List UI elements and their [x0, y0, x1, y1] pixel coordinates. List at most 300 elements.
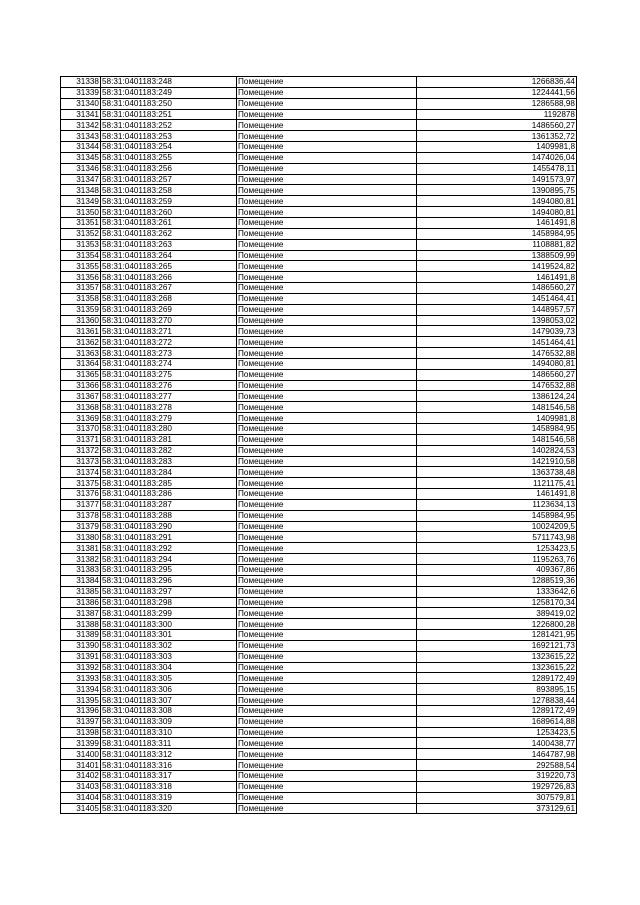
row-number-cell: 31363	[61, 348, 101, 359]
cadastral-value-cell: 1476532,88	[417, 380, 577, 391]
cadastral-value-cell: 1289172,49	[417, 673, 577, 684]
cadastral-value-cell: 1409981,8	[417, 142, 577, 153]
object-type-cell: Помещение	[237, 662, 417, 673]
object-type-cell: Помещение	[237, 228, 417, 239]
cadastral-number-cell: 58:31:0401183:310	[101, 727, 237, 738]
table-row	[61, 771, 577, 782]
cadastral-value-cell: 1421910,58	[417, 456, 577, 467]
row-number-cell: 31401	[61, 760, 101, 771]
cadastral-number-cell: 58:31:0401183:264	[101, 250, 237, 261]
table-row	[61, 152, 577, 163]
cadastral-number-cell: 58:31:0401183:259	[101, 196, 237, 207]
cadastral-number-cell: 58:31:0401183:296	[101, 575, 237, 586]
cadastral-number-cell: 58:31:0401183:279	[101, 413, 237, 424]
table-row	[61, 640, 577, 651]
table-row	[61, 413, 577, 424]
cadastral-number-cell: 58:31:0401183:260	[101, 207, 237, 218]
object-type-cell: Помещение	[237, 586, 417, 597]
table-row	[61, 543, 577, 554]
row-number-cell: 31341	[61, 109, 101, 120]
cadastral-number-cell: 58:31:0401183:267	[101, 283, 237, 294]
cadastral-number-cell: 58:31:0401183:320	[101, 803, 237, 814]
table-row	[61, 727, 577, 738]
object-type-cell: Помещение	[237, 640, 417, 651]
table-row	[61, 478, 577, 489]
cadastral-value-cell: 1195263,76	[417, 554, 577, 565]
cadastral-value-cell: 1333642,6	[417, 586, 577, 597]
object-type-cell: Помещение	[237, 630, 417, 641]
table-row	[61, 564, 577, 575]
table-row	[61, 174, 577, 185]
object-type-cell: Помещение	[237, 87, 417, 98]
cadastral-value-cell: 1486560,27	[417, 120, 577, 131]
object-type-cell: Помещение	[237, 304, 417, 315]
row-number-cell: 31360	[61, 315, 101, 326]
cadastral-value-cell: 1455478,11	[417, 163, 577, 174]
cadastral-value-cell: 1258170,34	[417, 597, 577, 608]
table-row	[61, 283, 577, 294]
object-type-cell: Помещение	[237, 781, 417, 792]
cadastral-value-cell: 1226800,28	[417, 619, 577, 630]
row-number-cell: 31362	[61, 337, 101, 348]
cadastral-value-cell: 1929726,83	[417, 781, 577, 792]
object-type-cell: Помещение	[237, 369, 417, 380]
object-type-cell: Помещение	[237, 695, 417, 706]
cadastral-value-cell: 1692121,73	[417, 640, 577, 651]
cadastral-value-cell: 1286588,98	[417, 98, 577, 109]
cadastral-number-cell: 58:31:0401183:302	[101, 640, 237, 651]
object-type-cell: Помещение	[237, 207, 417, 218]
object-type-cell: Помещение	[237, 413, 417, 424]
row-number-cell: 31354	[61, 250, 101, 261]
cadastral-number-cell: 58:31:0401183:269	[101, 304, 237, 315]
cadastral-value-cell: 1486560,27	[417, 369, 577, 380]
cadastral-number-cell: 58:31:0401183:263	[101, 239, 237, 250]
table-row	[61, 358, 577, 369]
cadastral-number-cell: 58:31:0401183:316	[101, 760, 237, 771]
cadastral-number-cell: 58:31:0401183:301	[101, 630, 237, 641]
row-number-cell: 31357	[61, 283, 101, 294]
object-type-cell: Помещение	[237, 575, 417, 586]
cadastral-value-cell: 1458984,95	[417, 228, 577, 239]
cadastral-number-cell: 58:31:0401183:253	[101, 131, 237, 142]
cadastral-value-cell: 1476532,88	[417, 348, 577, 359]
table-row	[61, 337, 577, 348]
cadastral-value-cell: 1458984,95	[417, 510, 577, 521]
row-number-cell: 31382	[61, 554, 101, 565]
cadastral-value-cell: 1451464,41	[417, 337, 577, 348]
table-row	[61, 467, 577, 478]
row-number-cell: 31368	[61, 402, 101, 413]
cadastral-number-cell: 58:31:0401183:272	[101, 337, 237, 348]
row-number-cell: 31403	[61, 781, 101, 792]
object-type-cell: Помещение	[237, 261, 417, 272]
row-number-cell: 31367	[61, 391, 101, 402]
row-number-cell: 31384	[61, 575, 101, 586]
row-number-cell: 31376	[61, 489, 101, 500]
table-row	[61, 586, 577, 597]
object-type-cell: Помещение	[237, 705, 417, 716]
object-type-cell: Помещение	[237, 77, 417, 88]
object-type-cell: Помещение	[237, 456, 417, 467]
table-row	[61, 695, 577, 706]
object-type-cell: Помещение	[237, 673, 417, 684]
table-row	[61, 499, 577, 510]
cadastral-value-cell: 389419,02	[417, 608, 577, 619]
row-number-cell: 31361	[61, 326, 101, 337]
cadastral-value-cell: 1289172,49	[417, 705, 577, 716]
row-number-cell: 31404	[61, 792, 101, 803]
object-type-cell: Помещение	[237, 716, 417, 727]
object-type-cell: Помещение	[237, 803, 417, 814]
table-row	[61, 109, 577, 120]
table-row	[61, 326, 577, 337]
property-table	[60, 76, 577, 814]
object-type-cell: Помещение	[237, 651, 417, 662]
cadastral-value-cell: 1461491,8	[417, 489, 577, 500]
cadastral-number-cell: 58:31:0401183:255	[101, 152, 237, 163]
cadastral-number-cell: 58:31:0401183:258	[101, 185, 237, 196]
cadastral-number-cell: 58:31:0401183:252	[101, 120, 237, 131]
cadastral-number-cell: 58:31:0401183:319	[101, 792, 237, 803]
row-number-cell: 31372	[61, 445, 101, 456]
object-type-cell: Помещение	[237, 98, 417, 109]
cadastral-value-cell: 1123634,13	[417, 499, 577, 510]
row-number-cell: 31380	[61, 532, 101, 543]
cadastral-number-cell: 58:31:0401183:291	[101, 532, 237, 543]
object-type-cell: Помещение	[237, 196, 417, 207]
row-number-cell: 31342	[61, 120, 101, 131]
object-type-cell: Помещение	[237, 250, 417, 261]
object-type-cell: Помещение	[237, 619, 417, 630]
row-number-cell: 31369	[61, 413, 101, 424]
cadastral-number-cell: 58:31:0401183:254	[101, 142, 237, 153]
table-row	[61, 803, 577, 814]
table-row	[61, 651, 577, 662]
cadastral-number-cell: 58:31:0401183:297	[101, 586, 237, 597]
row-number-cell: 31358	[61, 293, 101, 304]
cadastral-value-cell: 1494080,81	[417, 196, 577, 207]
object-type-cell: Помещение	[237, 293, 417, 304]
row-number-cell: 31398	[61, 727, 101, 738]
object-type-cell: Помещение	[237, 510, 417, 521]
object-type-cell: Помещение	[237, 564, 417, 575]
cadastral-value-cell: 5711743,98	[417, 532, 577, 543]
object-type-cell: Помещение	[237, 337, 417, 348]
cadastral-value-cell: 1409981,8	[417, 413, 577, 424]
row-number-cell: 31385	[61, 586, 101, 597]
cadastral-value-cell: 1479039,73	[417, 326, 577, 337]
row-number-cell: 31390	[61, 640, 101, 651]
table-row	[61, 630, 577, 641]
table-row	[61, 120, 577, 131]
cadastral-value-cell: 1121175,41	[417, 478, 577, 489]
object-type-cell: Помещение	[237, 554, 417, 565]
table-row	[61, 608, 577, 619]
row-number-cell: 31396	[61, 705, 101, 716]
table-row	[61, 402, 577, 413]
table-row	[61, 185, 577, 196]
cadastral-value-cell: 1266836,44	[417, 77, 577, 88]
row-number-cell: 31352	[61, 228, 101, 239]
object-type-cell: Помещение	[237, 358, 417, 369]
object-type-cell: Помещение	[237, 283, 417, 294]
object-type-cell: Помещение	[237, 467, 417, 478]
row-number-cell: 31375	[61, 478, 101, 489]
row-number-cell: 31345	[61, 152, 101, 163]
row-number-cell: 31349	[61, 196, 101, 207]
cadastral-number-cell: 58:31:0401183:268	[101, 293, 237, 304]
row-number-cell: 31343	[61, 131, 101, 142]
table-row	[61, 228, 577, 239]
cadastral-number-cell: 58:31:0401183:250	[101, 98, 237, 109]
cadastral-value-cell: 1363738,48	[417, 467, 577, 478]
table-row	[61, 619, 577, 630]
row-number-cell: 31386	[61, 597, 101, 608]
row-number-cell: 31395	[61, 695, 101, 706]
cadastral-number-cell: 58:31:0401183:282	[101, 445, 237, 456]
row-number-cell: 31391	[61, 651, 101, 662]
row-number-cell: 31359	[61, 304, 101, 315]
row-number-cell: 31356	[61, 272, 101, 283]
table-row	[61, 781, 577, 792]
row-number-cell: 31351	[61, 217, 101, 228]
object-type-cell: Помещение	[237, 185, 417, 196]
table-row	[61, 575, 577, 586]
cadastral-value-cell: 1398053,02	[417, 315, 577, 326]
table-row	[61, 391, 577, 402]
object-type-cell: Помещение	[237, 489, 417, 500]
object-type-cell: Помещение	[237, 749, 417, 760]
table-row	[61, 597, 577, 608]
cadastral-value-cell: 1481546,58	[417, 402, 577, 413]
table-row	[61, 738, 577, 749]
object-type-cell: Помещение	[237, 391, 417, 402]
object-type-cell: Помещение	[237, 608, 417, 619]
cadastral-value-cell: 1494080,81	[417, 207, 577, 218]
table-row	[61, 532, 577, 543]
row-number-cell: 31400	[61, 749, 101, 760]
table-row	[61, 315, 577, 326]
cadastral-number-cell: 58:31:0401183:294	[101, 554, 237, 565]
cadastral-number-cell: 58:31:0401183:288	[101, 510, 237, 521]
cadastral-number-cell: 58:31:0401183:278	[101, 402, 237, 413]
table-row	[61, 239, 577, 250]
table-row	[61, 662, 577, 673]
cadastral-number-cell: 58:31:0401183:305	[101, 673, 237, 684]
row-number-cell: 31370	[61, 424, 101, 435]
table-row	[61, 272, 577, 283]
object-type-cell: Помещение	[237, 597, 417, 608]
row-number-cell: 31344	[61, 142, 101, 153]
cadastral-value-cell: 1253423,5	[417, 543, 577, 554]
table-row	[61, 196, 577, 207]
object-type-cell: Помещение	[237, 738, 417, 749]
row-number-cell: 31366	[61, 380, 101, 391]
cadastral-number-cell: 58:31:0401183:256	[101, 163, 237, 174]
table-body	[61, 77, 577, 814]
table-row	[61, 98, 577, 109]
table-row	[61, 131, 577, 142]
cadastral-value-cell: 1461491,8	[417, 272, 577, 283]
row-number-cell: 31393	[61, 673, 101, 684]
cadastral-number-cell: 58:31:0401183:285	[101, 478, 237, 489]
object-type-cell: Помещение	[237, 445, 417, 456]
cadastral-number-cell: 58:31:0401183:257	[101, 174, 237, 185]
cadastral-number-cell: 58:31:0401183:273	[101, 348, 237, 359]
row-number-cell: 31373	[61, 456, 101, 467]
row-number-cell: 31402	[61, 771, 101, 782]
cadastral-value-cell: 1419524,82	[417, 261, 577, 272]
cadastral-number-cell: 58:31:0401183:265	[101, 261, 237, 272]
cadastral-value-cell: 1288519,36	[417, 575, 577, 586]
cadastral-number-cell: 58:31:0401183:290	[101, 521, 237, 532]
cadastral-number-cell: 58:31:0401183:270	[101, 315, 237, 326]
table-row	[61, 142, 577, 153]
row-number-cell: 31378	[61, 510, 101, 521]
cadastral-number-cell: 58:31:0401183:276	[101, 380, 237, 391]
table-row	[61, 369, 577, 380]
cadastral-value-cell: 307579,81	[417, 792, 577, 803]
cadastral-number-cell: 58:31:0401183:249	[101, 87, 237, 98]
cadastral-value-cell: 1388509,99	[417, 250, 577, 261]
table-row	[61, 749, 577, 760]
cadastral-value-cell: 1192878	[417, 109, 577, 120]
row-number-cell: 31340	[61, 98, 101, 109]
row-number-cell: 31350	[61, 207, 101, 218]
row-number-cell: 31381	[61, 543, 101, 554]
object-type-cell: Помещение	[237, 684, 417, 695]
cadastral-value-cell: 1108881,82	[417, 239, 577, 250]
object-type-cell: Помещение	[237, 532, 417, 543]
object-type-cell: Помещение	[237, 727, 417, 738]
row-number-cell: 31348	[61, 185, 101, 196]
object-type-cell: Помещение	[237, 521, 417, 532]
cadastral-value-cell: 1491573,97	[417, 174, 577, 185]
cadastral-value-cell: 1689614,88	[417, 716, 577, 727]
table-row	[61, 684, 577, 695]
cadastral-number-cell: 58:31:0401183:286	[101, 489, 237, 500]
cadastral-number-cell: 58:31:0401183:312	[101, 749, 237, 760]
cadastral-value-cell: 1461491,8	[417, 217, 577, 228]
cadastral-value-cell: 10024209,5	[417, 521, 577, 532]
cadastral-value-cell: 1323615,22	[417, 662, 577, 673]
cadastral-value-cell: 1448957,57	[417, 304, 577, 315]
cadastral-value-cell: 373129,61	[417, 803, 577, 814]
table-row	[61, 293, 577, 304]
table-row	[61, 445, 577, 456]
object-type-cell: Помещение	[237, 326, 417, 337]
cadastral-number-cell: 58:31:0401183:300	[101, 619, 237, 630]
cadastral-number-cell: 58:31:0401183:261	[101, 217, 237, 228]
object-type-cell: Помещение	[237, 272, 417, 283]
cadastral-number-cell: 58:31:0401183:280	[101, 424, 237, 435]
cadastral-value-cell: 1464787,98	[417, 749, 577, 760]
cadastral-value-cell: 1278838,44	[417, 695, 577, 706]
object-type-cell: Помещение	[237, 499, 417, 510]
object-type-cell: Помещение	[237, 174, 417, 185]
row-number-cell: 31347	[61, 174, 101, 185]
cadastral-number-cell: 58:31:0401183:308	[101, 705, 237, 716]
cadastral-value-cell: 893895,15	[417, 684, 577, 695]
row-number-cell: 31399	[61, 738, 101, 749]
cadastral-value-cell: 1402824,53	[417, 445, 577, 456]
row-number-cell: 31387	[61, 608, 101, 619]
cadastral-number-cell: 58:31:0401183:311	[101, 738, 237, 749]
table-row	[61, 705, 577, 716]
table-row	[61, 424, 577, 435]
object-type-cell: Помещение	[237, 163, 417, 174]
table-row	[61, 434, 577, 445]
table-row	[61, 521, 577, 532]
object-type-cell: Помещение	[237, 402, 417, 413]
object-type-cell: Помещение	[237, 239, 417, 250]
cadastral-number-cell: 58:31:0401183:251	[101, 109, 237, 120]
object-type-cell: Помещение	[237, 142, 417, 153]
table-row	[61, 554, 577, 565]
table-row	[61, 77, 577, 88]
cadastral-number-cell: 58:31:0401183:307	[101, 695, 237, 706]
row-number-cell: 31365	[61, 369, 101, 380]
object-type-cell: Помещение	[237, 217, 417, 228]
cadastral-number-cell: 58:31:0401183:283	[101, 456, 237, 467]
table-row	[61, 304, 577, 315]
row-number-cell: 31388	[61, 619, 101, 630]
cadastral-value-cell: 1458984,95	[417, 424, 577, 435]
table-row	[61, 261, 577, 272]
cadastral-value-cell: 1224441,56	[417, 87, 577, 98]
table-row	[61, 348, 577, 359]
cadastral-number-cell: 58:31:0401183:266	[101, 272, 237, 283]
cadastral-number-cell: 58:31:0401183:277	[101, 391, 237, 402]
cadastral-value-cell: 1386124,24	[417, 391, 577, 402]
object-type-cell: Помещение	[237, 792, 417, 803]
cadastral-number-cell: 58:31:0401183:274	[101, 358, 237, 369]
row-number-cell: 31394	[61, 684, 101, 695]
cadastral-number-cell: 58:31:0401183:299	[101, 608, 237, 619]
object-type-cell: Помещение	[237, 152, 417, 163]
row-number-cell: 31389	[61, 630, 101, 641]
row-number-cell: 31383	[61, 564, 101, 575]
table-row	[61, 380, 577, 391]
cadastral-number-cell: 58:31:0401183:271	[101, 326, 237, 337]
cadastral-value-cell: 1390895,75	[417, 185, 577, 196]
row-number-cell: 31377	[61, 499, 101, 510]
object-type-cell: Помещение	[237, 434, 417, 445]
table-row	[61, 489, 577, 500]
cadastral-number-cell: 58:31:0401183:292	[101, 543, 237, 554]
cadastral-number-cell: 58:31:0401183:306	[101, 684, 237, 695]
object-type-cell: Помещение	[237, 424, 417, 435]
row-number-cell: 31379	[61, 521, 101, 532]
row-number-cell: 31397	[61, 716, 101, 727]
cadastral-number-cell: 58:31:0401183:317	[101, 771, 237, 782]
cadastral-value-cell: 1451464,41	[417, 293, 577, 304]
cadastral-value-cell: 1494080,81	[417, 358, 577, 369]
object-type-cell: Помещение	[237, 380, 417, 391]
cadastral-value-cell: 1361352,72	[417, 131, 577, 142]
table-row	[61, 716, 577, 727]
object-type-cell: Помещение	[237, 109, 417, 120]
row-number-cell: 31405	[61, 803, 101, 814]
cadastral-value-cell: 1253423,5	[417, 727, 577, 738]
row-number-cell: 31338	[61, 77, 101, 88]
cadastral-value-cell: 1323615,22	[417, 651, 577, 662]
object-type-cell: Помещение	[237, 478, 417, 489]
cadastral-value-cell: 319220,73	[417, 771, 577, 782]
row-number-cell: 31371	[61, 434, 101, 445]
object-type-cell: Помещение	[237, 543, 417, 554]
